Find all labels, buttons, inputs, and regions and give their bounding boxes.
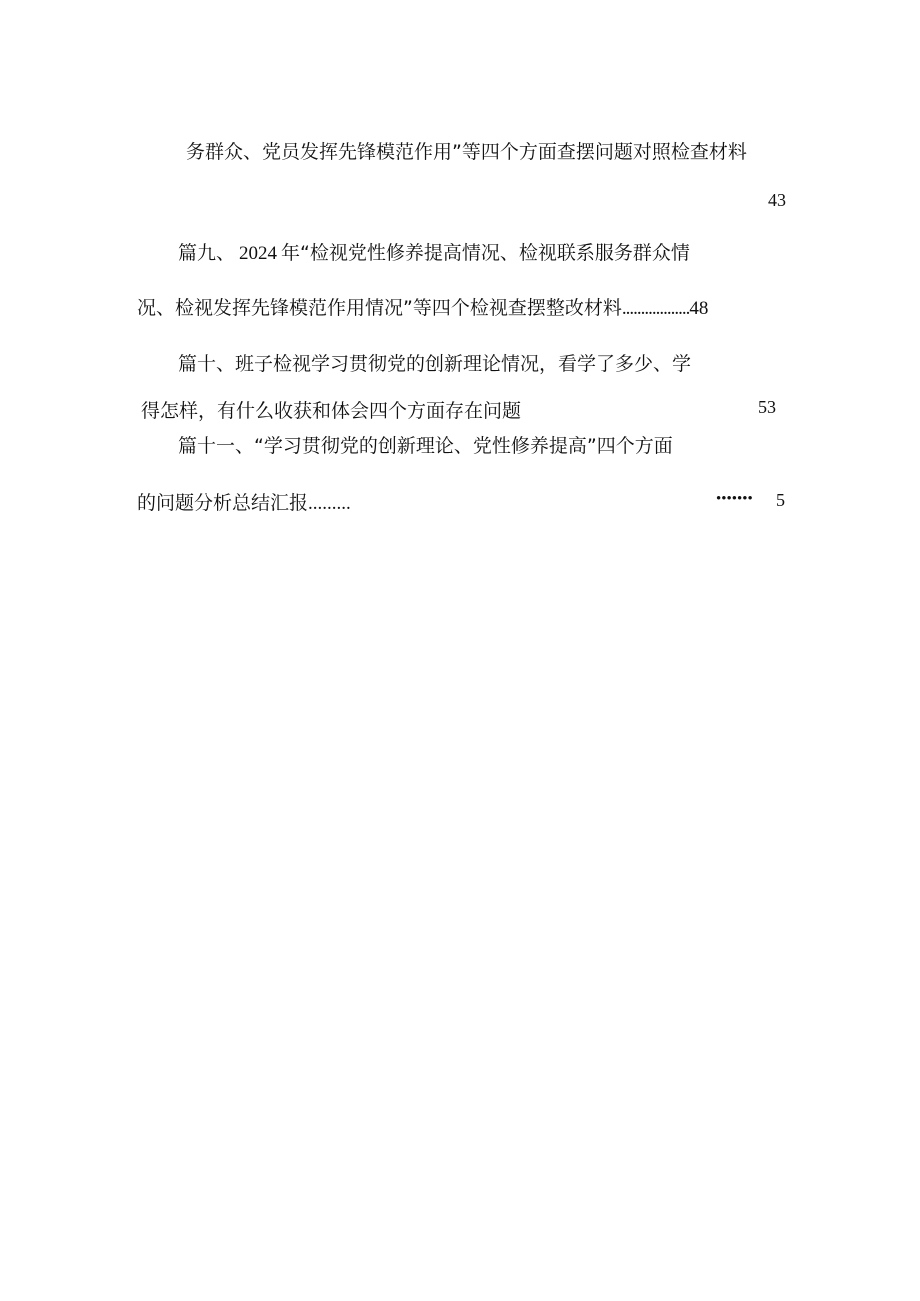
toc-entry11-line1[interactable]: 篇十一、“学习贯彻党的创新理论、党性修养提高”四个方面 xyxy=(178,435,673,457)
toc-entry10-line2[interactable]: 得怎样，有什么收获和体会四个方面存在问题 xyxy=(141,400,522,422)
toc-entry9-year: 2024 xyxy=(239,243,278,264)
toc-entry9-title-cont: 况、检视发挥先锋模范作用情况”等四个检视查摆整改材料 xyxy=(137,297,622,319)
toc-entry11-leader: ......... xyxy=(308,493,351,514)
toc-entry11-bullets: ••••••• xyxy=(716,491,753,507)
toc-entry9-line1[interactable] xyxy=(178,241,690,266)
toc-entry9-line2[interactable] xyxy=(137,296,708,321)
toc-entry10-page[interactable]: 53 xyxy=(758,397,776,417)
toc-entry8-line2[interactable]: 务群众、党员发挥先锋模范作用”等四个方面查摆问题对照检查材料 xyxy=(186,141,747,163)
toc-entry11-title-cont: 的问题分析总结汇报 xyxy=(137,492,309,514)
toc-entry9-title: 年“检视党性修养提高情况、检视联系服务群众情 xyxy=(281,242,690,264)
toc-entry8-page[interactable]: 43 xyxy=(768,190,786,210)
toc-entry9-page: 48 xyxy=(689,298,709,319)
toc-entry10-line1[interactable]: 篇十、班子检视学习贯彻党的创新理论情况，看学了多少、学 xyxy=(178,353,692,375)
toc-entry11-page[interactable]: 5 xyxy=(776,490,785,510)
toc-entry11-line2[interactable] xyxy=(137,491,351,516)
toc-entry9-leader: .................. xyxy=(621,298,690,319)
toc-entry9-prefix: 篇九、 xyxy=(178,242,236,264)
